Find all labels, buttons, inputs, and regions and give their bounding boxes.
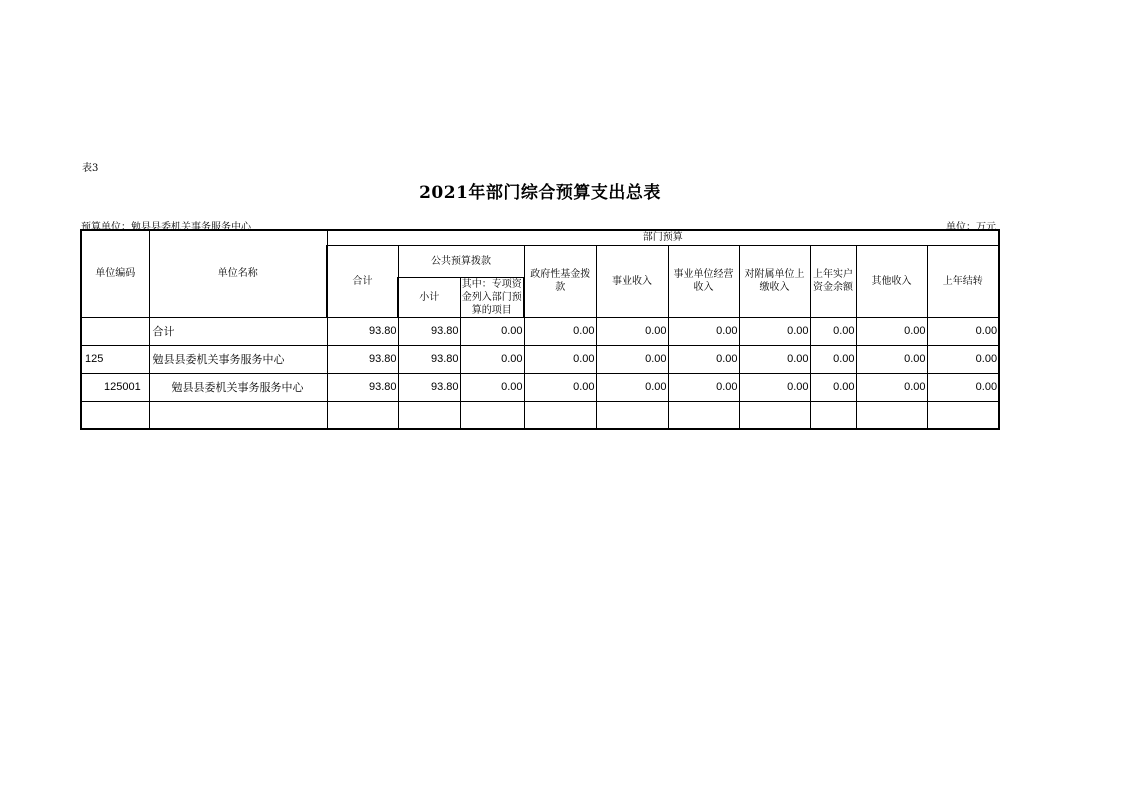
cell-total: 93.80: [327, 345, 398, 373]
row-code: [81, 401, 149, 429]
row-name: [149, 401, 327, 429]
cell-special: 0.00: [460, 317, 524, 345]
cell-prev-balance: 0.00: [810, 317, 856, 345]
cell-subordinate-income: 0.00: [739, 373, 810, 401]
cell-career-income: 0.00: [596, 373, 668, 401]
cell-career-income: [596, 401, 668, 429]
cell-career-income: 0.00: [596, 317, 668, 345]
cell-carry-over: 0.00: [927, 373, 999, 401]
cell-business-income: 0.00: [668, 373, 739, 401]
cell-subordinate-income: 0.00: [739, 317, 810, 345]
cell-subordinate-income: [739, 401, 810, 429]
cell-gov-fund: 0.00: [524, 373, 596, 401]
cell-total: 93.80: [327, 373, 398, 401]
cell-other-income: 0.00: [856, 317, 927, 345]
cell-gov-fund: 0.00: [524, 317, 596, 345]
header-code: 单位编码: [81, 230, 149, 317]
cell-prev-balance: 0.00: [810, 373, 856, 401]
row-name: 勉县县委机关事务服务中心: [149, 373, 327, 401]
header-business-income: 事业单位经营收入: [668, 245, 739, 317]
cell-other-income: 0.00: [856, 373, 927, 401]
row-name: 合计: [149, 317, 327, 345]
header-gov-fund: 政府性基金拨款: [524, 245, 596, 317]
table-row: [81, 317, 999, 345]
cell-carry-over: 0.00: [927, 317, 999, 345]
header-career-income: 事业收入: [596, 245, 668, 317]
header-subtotal: 小计: [398, 277, 460, 317]
row-code: [81, 317, 149, 345]
cell-business-income: 0.00: [668, 317, 739, 345]
header-subordinate-income: 对附属单位上缴收入: [739, 245, 810, 317]
table-row: [81, 401, 999, 429]
cell-carry-over: 0.00: [927, 345, 999, 373]
table-row: [81, 373, 999, 401]
cell-gov-fund: [524, 401, 596, 429]
header-prev-balance: 上年实户资金余额: [810, 245, 856, 317]
header-public-funds: 公共预算拨款: [398, 245, 524, 277]
header-name: 单位名称: [149, 230, 327, 317]
table-number: 表3: [82, 163, 99, 174]
cell-prev-balance: 0.00: [810, 345, 856, 373]
cell-business-income: [668, 401, 739, 429]
cell-special: 0.00: [460, 345, 524, 373]
header-carry-over: 上年结转: [927, 245, 999, 317]
page-title: 2021年部门综合预算支出总表: [419, 183, 661, 203]
cell-other-income: 0.00: [856, 345, 927, 373]
cell-other-income: [856, 401, 927, 429]
cell-career-income: 0.00: [596, 345, 668, 373]
budget-unit-label: 预算单位：勉县县委机关事务服务中心: [81, 222, 251, 233]
header-other-income: 其他收入: [856, 245, 927, 317]
cell-subordinate-income: 0.00: [739, 345, 810, 373]
cell-special: [460, 401, 524, 429]
cell-subtotal: 93.80: [398, 317, 460, 345]
header-dept-budget: 部门预算: [327, 230, 999, 245]
cell-business-income: 0.00: [668, 345, 739, 373]
cell-special: 0.00: [460, 373, 524, 401]
table-row: [81, 345, 999, 373]
cell-subtotal: 93.80: [398, 373, 460, 401]
cell-subtotal: [398, 401, 460, 429]
row-code: 125001: [81, 373, 149, 401]
row-name: 勉县县委机关事务服务中心: [149, 345, 327, 373]
budget-expenditure-table: [80, 229, 1000, 430]
row-code: 125: [81, 345, 149, 373]
header-total: 合计: [327, 245, 398, 317]
cell-total: 93.80: [327, 317, 398, 345]
cell-prev-balance: [810, 401, 856, 429]
cell-gov-fund: 0.00: [524, 345, 596, 373]
cell-carry-over: [927, 401, 999, 429]
cell-subtotal: 93.80: [398, 345, 460, 373]
cell-total: [327, 401, 398, 429]
header-special: 其中：专项资金列入部门预算的项目: [460, 277, 524, 317]
currency-unit-label: 单位：万元: [946, 222, 996, 233]
